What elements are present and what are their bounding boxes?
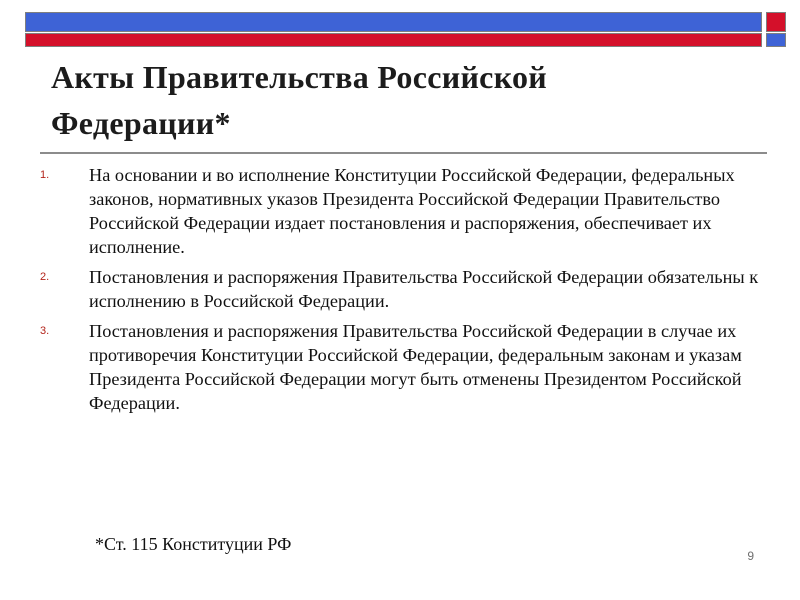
list-item-text: Постановления и распоряжения Правительства Российской Федерации в случае их противоречия Конституции Российской Федерации, федеральным законам и указам Президента Российской Федерации могут быть отменены Президентом Российской Федерации.	[89, 321, 742, 413]
list-item	[40, 319, 760, 415]
slide-title-line-2: Федерации*	[51, 105, 231, 141]
list-item	[40, 265, 760, 313]
header-blue-bar	[25, 12, 762, 32]
footnote: *Ст. 115 Конституции РФ	[95, 534, 292, 554]
list-item-text: На основании и во исполнение Конституции Российской Федерации, федеральных законов, нормативных указов Президента Российской Федерации Правительство Российской Федерации издает постановления и распоряжения, обеспечивает их исполнение.	[89, 165, 735, 257]
list-item-text: Постановления и распоряжения Правительства Российской Федерации обязательны к исполнению в Российской Федерации.	[89, 267, 759, 311]
list-item	[40, 163, 760, 259]
slide-title-line-1: Акты Правительства Российской	[51, 59, 548, 95]
header-red-square	[766, 12, 786, 32]
page-number: 9	[747, 549, 754, 563]
list-item-number: 3.	[40, 325, 50, 337]
header-blue-square	[766, 33, 786, 47]
title-divider	[40, 152, 767, 154]
numbered-list	[40, 163, 760, 421]
header-red-bar	[25, 33, 762, 47]
list-item-number: 2.	[40, 271, 50, 283]
slide-title	[51, 54, 771, 146]
list-item-number: 1.	[40, 169, 50, 181]
